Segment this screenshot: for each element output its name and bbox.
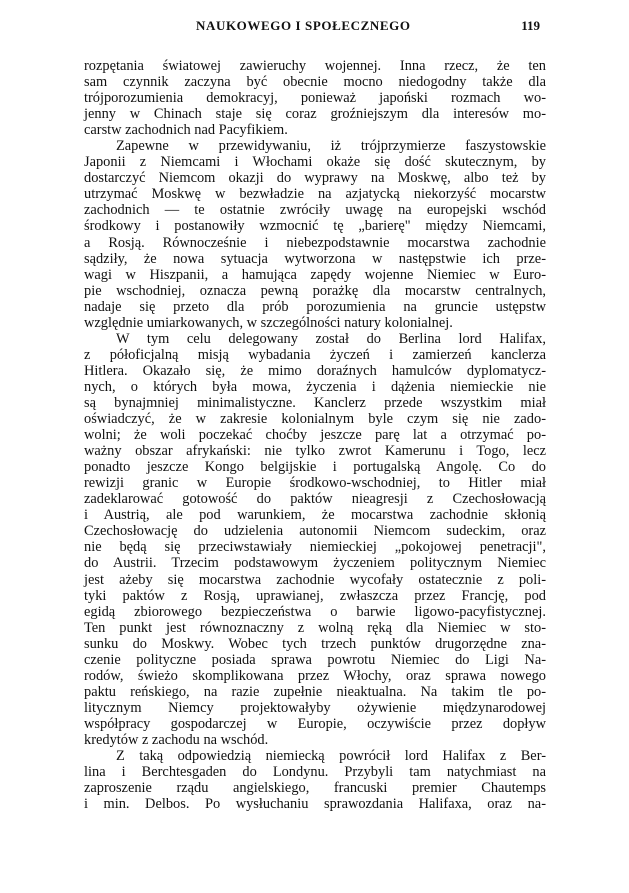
text-line: zadeklarować gotowość do paktów nieagresji z Czechosłowacją (84, 491, 546, 508)
text-line: i min. Delbos. Po wysłuchaniu sprawozdania Halifaxa, oraz na- (84, 796, 546, 813)
text-line: rodów, świeżo skomplikowana przez Włochy, oraz sprawa nowego (84, 667, 546, 684)
text-line: czenie polityczne posiada sprawa powrotu Niemiec do Ligi Na- (84, 651, 546, 668)
paragraph (84, 331, 546, 748)
text-line: sam czynnik zaczyna być obecnie mocno niedogodny także dla (84, 74, 546, 91)
text-line: współpracy gospodarczej w Europie, oczywiście przez dopływ (84, 715, 546, 732)
page-number: 119 (521, 18, 540, 33)
paragraph (84, 58, 546, 138)
text-line: jenny w Chinach staje się coraz groźniejszym dla interesów mo- (84, 106, 546, 123)
text-line: Czechosłowację do udzielenia autonomii Niemcom sudeckim, oraz (84, 523, 546, 540)
text-line: trójporozumienia demokracyj, ponieważ japoński rozmach wo- (84, 90, 546, 107)
text-line: dostarczyć Niemcom okazji do wyprawy na Moskwę, albo też by (84, 170, 546, 187)
text-line: zaproszenie rządu angielskiego, francuski premier Chautemps (84, 780, 546, 797)
text-line: egidą zbiorowego bezpieczeństwa o barwie ligowo-pacyfistycznej. (84, 603, 546, 620)
paragraph (84, 138, 546, 331)
text-line: paktu reńskiego, na razie zupełnie nieaktualna. Na takim tle po- (84, 683, 546, 700)
text-line: Zapewne w przewidywaniu, iż trójprzymierze faszystowskie (116, 138, 546, 155)
text-line: do Austrii. Trzecim podstawowym życzeniem politycznym Niemiec (84, 555, 546, 572)
text-line: Z taką odpowiedzią niemiecką powrócił lord Halifax z Ber- (116, 748, 546, 765)
text-line: lina i Berchtesgaden do Londynu. Przybyli tam natychmiast na (84, 764, 546, 781)
text-line: tyki paktów z Rosją, uprawianej, zwłaszcza przez Francję, pod (84, 587, 546, 604)
text-line: wagi w Hiszpanii, a hamująca zapędy wojenne Niemiec w Euro- (84, 266, 546, 283)
text-line: Ten punkt jest równoznaczny z wolną ręką dla Niemiec w sto- (84, 619, 546, 636)
text-line: sądziły, że nowa sytuacja wytworzona w następstwie ich prze- (84, 250, 546, 267)
text-line: z półoficjalną misją wybadania życzeń i zamierzeń kanclerza (84, 346, 546, 363)
text-line: nadaje się przeto dla prób porozumienia na gruncie ustępstw (84, 298, 546, 315)
paragraph (84, 748, 546, 812)
text-line: litycznym Niemcy projektowałyby ożywienie międzynarodowej (84, 699, 546, 716)
text-line: a Rosją. Równocześnie i niebezpodstawnie mocarstwa zachodnie (84, 234, 546, 251)
text-line: pie wschodniej, oznacza pewną porażkę dla mocarstw centralnych, (84, 282, 546, 299)
text-line: carstw zachodnich nad Pacyfikiem. (84, 122, 288, 139)
text-line: W tym celu delegowany został do Berlina lord Halifax, (116, 330, 546, 347)
text-line: ważny obszar afrykański: nie tylko zwrot Kamerunu i Togo, lecz (84, 443, 546, 460)
text-line: ponadto jeszcze Kongo belgijskie i portugalską Angolę. Co do (84, 459, 546, 476)
text-line: Hitlera. Okazało się, że mimo doraźnych hamulców dyplomatycz- (84, 362, 546, 379)
text-line: są bynajmniej minimalistyczne. Kanclerz przede wszystkim miał (84, 394, 546, 411)
text-line: zachodnich — te ostatnie zwróciły uwagę na europejski wschód (84, 202, 546, 219)
text-line: Japonii z Niemcami i Włochami okaże się dość skutecznym, by (84, 154, 546, 171)
text-line: rozpętania światowej zawieruchy wojennej. Inna rzecz, że ten (84, 58, 546, 74)
text-line: utrzymać Moskwę w bezwładzie na azjatycką niekorzyść mocarstw (84, 186, 546, 203)
text-line: względnie umiarkowanych, w szczególności natury kolonialnej. (84, 314, 453, 331)
text-line: nych, o których była mowa, życzenia i dążenia niemieckie nie (84, 378, 546, 395)
page-header (100, 14, 540, 36)
text-line: wolni; że woli poczekać choćby jeszcze parę lat a otrzymać po- (84, 427, 546, 444)
text-line: sunku do Moskwy. Wobec tych trzech punktów drugorzędne zna- (84, 635, 546, 652)
running-title: NAUKOWEGO I SPOŁECZNEGO (196, 18, 411, 33)
body-text (84, 58, 546, 812)
text-line: jest ażeby się mocarstwa zachodnie wycofały ostatecznie z poli- (84, 571, 546, 588)
text-line: i Austrią, ale pod warunkiem, że mocarstwa zachodnie skłonią (84, 507, 546, 524)
text-line: rewizji granic w Europie środkowo-wschodniej, to Hitler miał (84, 475, 546, 492)
text-line: oświadczyć, że w zakresie kolonialnym byle czym się nie zado- (84, 411, 546, 428)
text-line: kredytów z zachodu na wschód. (84, 731, 269, 748)
text-line: nie będą się przeciwstawiały niemieckiej „pokojowej penetracji", (84, 539, 546, 556)
text-line: środkowy i postanowiły wzmocnić tę „barierę" między Niemcami, (84, 218, 546, 235)
